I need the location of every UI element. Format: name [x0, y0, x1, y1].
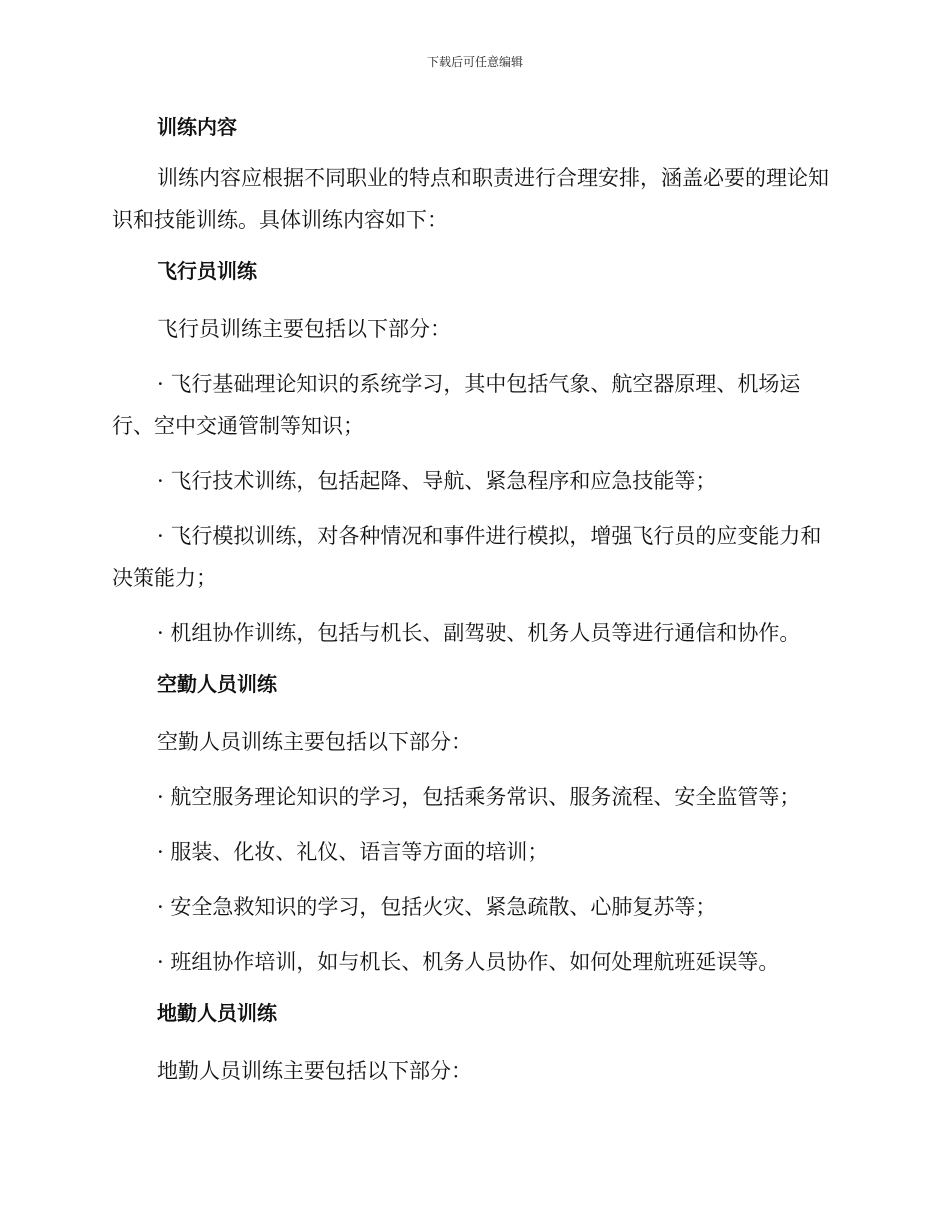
section-heading-cabin-crew-training: 空勤人员训练 [157, 672, 277, 696]
list-item-cabin-service-theory: · 航空服务理论知识的学习，包括乘务常识、服务流程、安全监管等； [157, 785, 801, 809]
paragraph-training-overview: 训练内容应根据不同职业的特点和职责进行合理安排，涵盖必要的理论知识和技能训练。具体训练内容如下： [112, 166, 829, 232]
list-item-pilot-theory: · 飞行基础理论知识的系统学习，其中包括气象、航空器原理、机场运行、空中交通管制等知识； [112, 372, 801, 438]
paragraph-pilot-intro: 飞行员训练主要包括以下部分： [157, 317, 451, 341]
section-heading-training-content: 训练内容 [157, 115, 237, 139]
list-item-cabin-first-aid: · 安全急救知识的学习，包括火灾、紧急疏散、心肺复苏等； [157, 895, 717, 919]
list-item-cabin-team-coordination: · 班组协作培训，如与机长、机务人员协作、如何处理航班延误等。 [157, 950, 780, 974]
list-item-cabin-appearance: · 服装、化妆、礼仪、语言等方面的培训； [157, 840, 549, 864]
page-header-note: 下载后可任意编辑 [426, 55, 523, 69]
section-heading-pilot-training: 飞行员训练 [157, 259, 257, 283]
paragraph-cabin-intro: 空勤人员训练主要包括以下部分： [157, 730, 472, 754]
list-item-pilot-simulation: · 飞行模拟训练，对各种情况和事件进行模拟，增强飞行员的应变能力和决策能力； [112, 524, 822, 590]
document-body [112, 110, 832, 1092]
list-item-pilot-technique: · 飞行技术训练，包括起降、导航、紧急程序和应急技能等； [157, 469, 717, 493]
section-heading-ground-staff-training: 地勤人员训练 [157, 1001, 277, 1025]
paragraph-ground-intro: 地勤人员训练主要包括以下部分： [157, 1059, 472, 1083]
list-item-pilot-crew-coordination: · 机组协作训练，包括与机长、副驾驶、机务人员等进行通信和协作。 [157, 621, 801, 645]
